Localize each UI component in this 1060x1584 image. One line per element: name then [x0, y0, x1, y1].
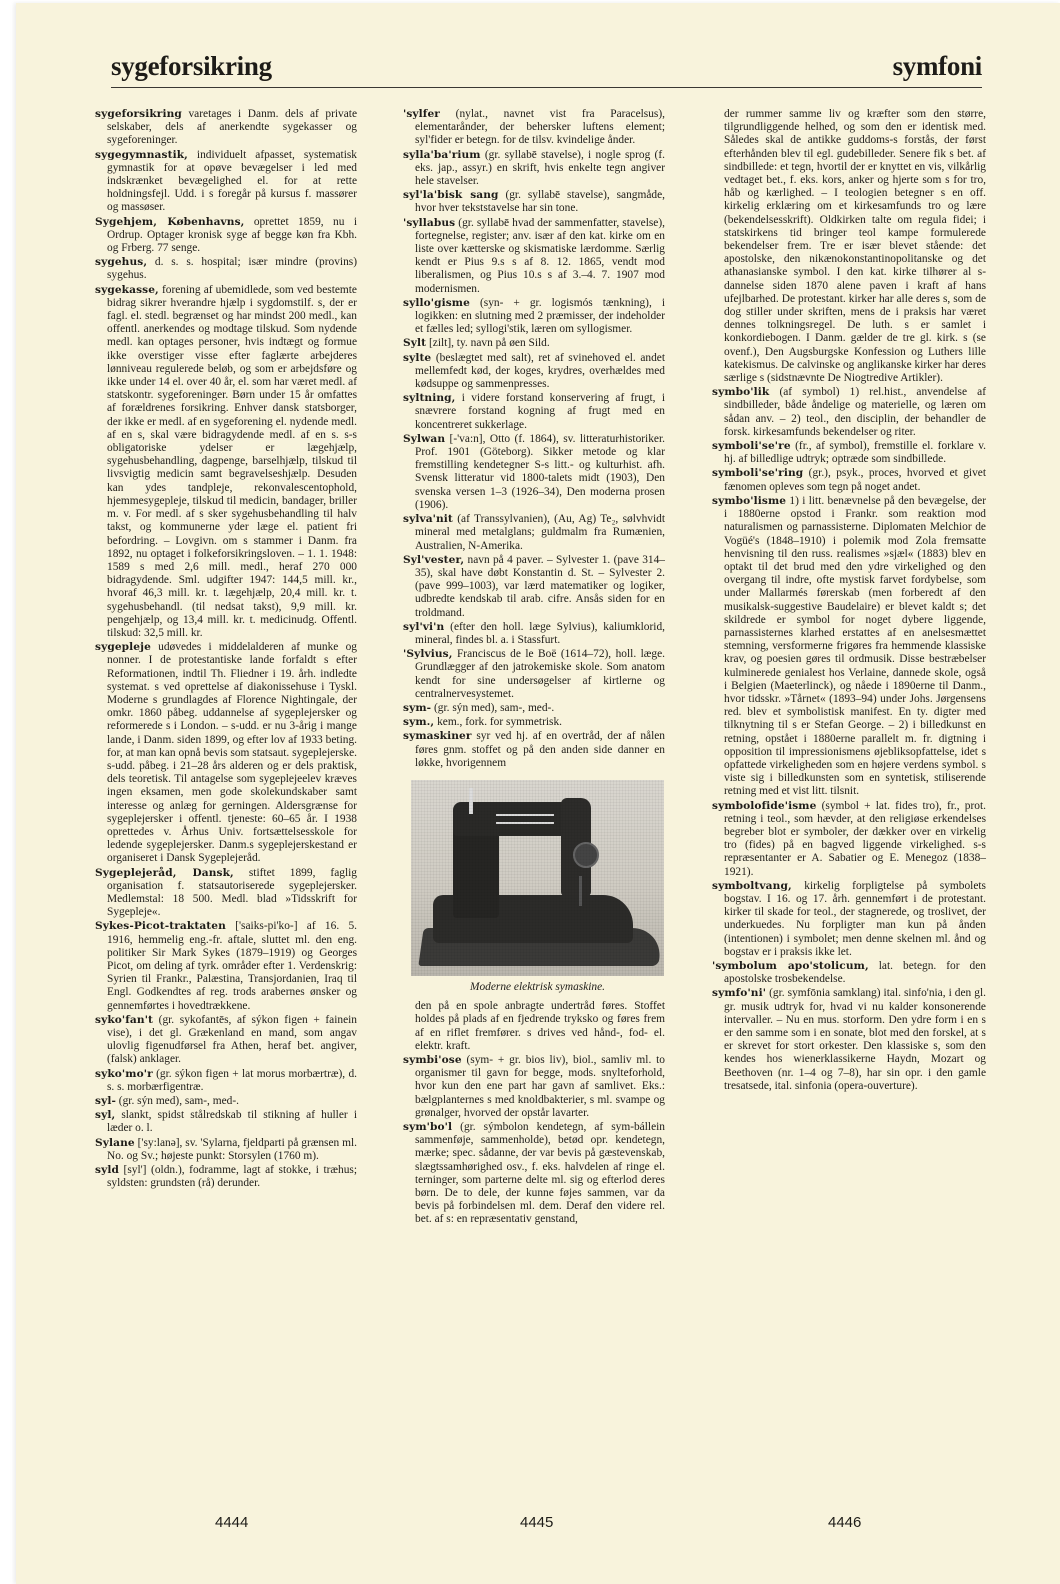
entry-definition: udøvedes i middelalderen af munke og nonner. I de protestantiske lande forfaldt s efter Reformationen, indtil Th. Fliedner i 19. årh. indledte systemat. s ved oprettelse af diakonissehuse i Tyskl. Moderne s grundlagdes af Florence Nightingale, der omkr. 1860 påbeg. uddannelse af sygeplejersker og reformerede s i London. – s-udd. er nu 3-årig i mange lande, i Danm. siden 1899, og efter lov af 1933 beting. for, at man kan opnå bevis som statsaut. sygeplejerske. s-udd. påbeg. i 21–28 års alderen og er dels praktisk, dels teoretisk. Til antagelse som sygeplejeelev kræves ingen eksamen, men gode skolekundskaber samt interesse og anlæg for gerningen. Aldersgrænse for sygeplejersker i offentl. tjeneste: 60–65 år. I 1938 oprettedes v. Århus Univ. fortsættelsesskole for ledende sygeplejersker. Danm.s sygeplejerskestand er organiseret i Dansk Sygeplejeråd.: [107, 641, 357, 865]
entry-headword: Sygeplejeråd, Dansk,: [95, 866, 234, 879]
entry-headword: Sylane: [95, 1136, 135, 1149]
dictionary-entry: [712, 386, 986, 439]
entry-headword: sym-: [403, 701, 432, 714]
column-2-entries-after-figure: [403, 1000, 665, 1226]
entry-definition: [-'va:n], Otto (f. 1864), sv. litteraturhistoriker. Prof. 1901 (Göteborg). Sikker metode og klar fremstilling kendetegner S-s litt.- og kulturhist. afh. Svensk litteratur vid 1800-talets midt (1903), Den svenska versen 1–3 (1926–34), Den moderna prosen (1906).: [415, 432, 665, 511]
entry-definition: individuelt afpasset, systematisk gymnastik for at opøve bevægelser i led med indskrænket bevægelighed el. for at rette holdningsfejl. Udd. i s foregår på kursus f. massører og massøser.: [107, 148, 357, 214]
dictionary-entry: [403, 217, 665, 296]
entry-definition: (syn- + gr. logismós tænkning), i logikken: en slutning med 2 præmisser, der indeholder et fælles led; syllogi'stik, læren om syllogismer.: [415, 296, 665, 336]
dictionary-entry: [95, 867, 357, 920]
dictionary-entry: [712, 800, 986, 879]
running-head-last-entry: symfoni: [892, 51, 982, 81]
dictionary-entry: [403, 352, 665, 392]
entry-definition: kem., fork. for symmetrisk.: [434, 716, 563, 729]
entry-headword: symboli'se'ring: [712, 467, 804, 480]
entry-headword: syllo'gisme: [403, 296, 470, 309]
sewing-machine-figure: [411, 780, 664, 994]
entry-definition: (fr., af symbol), fremstille el. forklare v. hj. af billedlige udtryk; optræde som sindbillede.: [724, 440, 986, 466]
entry-headword: Sylwan: [403, 432, 446, 445]
dictionary-entry: [712, 440, 986, 466]
entry-headword: symbi'ose: [403, 1053, 462, 1066]
entry-headword: syko'mo'r: [95, 1067, 153, 1080]
dictionary-entry: [403, 554, 665, 620]
dictionary-entry: [712, 960, 986, 986]
entry-definition: den på en spole anbragte undertråd føres. Stoffet holdes på plads af en fjedrende tryksko og føres frem af en riflet fremfører. s drives ved hånd-, fod- el. elektr. kraft.: [415, 1000, 665, 1052]
dictionary-entry: [712, 108, 986, 385]
entry-definition: (nylat., navnet vist fra Paracelsus), elementarånder, der behersker luftens element; syl'fider er betegn. for de tilsv. kvindelige ånder.: [415, 108, 665, 147]
entry-definition: 1) i litt. benævnelse på den bevægelse, der i 1880erne opstod i Frankr. som reaktion mod naturalismen og parnassisterne. Diplomaten Melchior de Vogüé's (1848–1910) i polemik mod Zola fremsatte henvisning til den russ. realismes »sjæl« (1883) blev en optakt til det brud med den ydre virkelighed og den overgang til indre, ofte mystisk farvet fordybelse, som under Mallarmés førerskab (men forberedt af den musikalsk-suggestive Baudelaire) er blevet kaldt s; det skildrede er symbol for noget dybere liggende, parnassisternes klarhed erstattes af en anelsesmættet stemning, versformerne frigøres fra hemmende klassiske krav, og poesien gøres til ordmusik. Disse bestræbelser kulminerede genialest hos Verlaine, dannede skole, også i Belgien (Maeterlinck), og nåede i 1890erne til Danm., hvor tidsskr. »Tårnet« (1893–94) under Johs. Jørgensens red. blev et symbolistisk manifest. En ty. digter med tilknytning til s er Stefan George. – 2) i billedkunst en retning, opstået i 1880erne parallelt m. fr. digtning i opposition til impressionismens øjebliksopfattelse, idet s opfattede virkeligheden som en højere verdens symbol. s viste sig i billedkunsten som en syntetisk, stiliserende retning med et vist litt. tilsnit.: [724, 494, 986, 798]
figure-caption: Moderne elektrisk symaskine.: [469, 980, 606, 993]
page-number-2: 4445: [520, 1514, 554, 1531]
entry-definition: (beslægtet med salt), ret af svinehoved el. andet mellemfedt kød, der koges, krydres, overhældes med kødsuppe og sammenpresses.: [415, 351, 665, 391]
entry-definition: (gr.), psyk., proces, hvorved et givet fænomen opleves som tegn på noget andet.: [724, 467, 986, 493]
entry-definition: kirkelig forpligtelse på symbolets bogstav. I 16. og 17. årh. gennemført i de protestant. kirker til skade for teol., der stagnerede, og troslivet, der underkuedes. Nu forpligter man kun på ånden (intentionen) i symbolet; men denne skelnen ml. ånd og bogstav er i praksis ikke let.: [724, 879, 986, 958]
dictionary-entry: [403, 189, 665, 215]
dictionary-entry: [95, 1109, 357, 1135]
dictionary-entry: [403, 433, 665, 512]
entry-definition: [syl'] (oldn.), fodramme, lagt af stokke, i træhus; syldsten: grundsten (rå) derunder.: [107, 1164, 357, 1190]
entry-definition: syr ved hj. af en overtråd, der af nålen føres gnm. stoffet og på den anden side danner en løkke, hvorigennem: [415, 730, 665, 769]
entry-definition: (af symbol) 1) rel.hist., anvendelse af sindbilleder, både åndelige og materielle, og læren om sådan anv. – 2) teol., den disciplin, der behandler de forsk. kirkesamfunds bekendelser og riter.: [724, 386, 986, 438]
entry-definition: d. s. s. hospital; især mindre (provins) sygehus.: [107, 256, 357, 282]
dictionary-entry: [403, 621, 665, 647]
dictionary-entry: [95, 1095, 357, 1108]
dictionary-entry: [403, 1000, 665, 1053]
dictionary-entry: [403, 149, 665, 189]
entry-definition: forening af ubemidlede, som ved bestemte bidrag sikrer hverandre hjælp i sygdomstilf. s, der er fagl. el. stedl. begrænset og har mindst 200 medl., kan offentl. anerkendes og modtage tilskud. Som nydende medl. kan optages personer, hvis indtægt og formue ikke overstiger visse efter faglærte arbejderes lønniveau regulerede beløb, og som er arbejdsføre og ikke under 14 el. over 40 år, el. som har været medl. af statskontr. sygeforeninger. Børn under 15 år omfattes af forældrenes forsikring. Enhver dansk statsborger, der ikke er medl. af en sygeforening el. nydende medl. af en s, skal være bidragydende medl. af en s. s-s obligatoriske ydelser er lægehjælp, sygehusbehandling, dagpenge, barselhjælp, tilskud til livsvigtig medicin samt begravelseshjælp. Desuden kan ydes tandpleje, rekonvalescentophold, hjemmesygepleje, tilskud til medicin, bandager, briller m. v. For medl. af s sker sygehusbehandling til halv takst, og kommunerne yder læge el. patient fri befordring. – Lovgivn. om s stammer i Danm. fra 1892, nu optaget i folkeforsikringsloven. – 1. 1. 1948: 1589 s med 2,6 mill. medl., heraf 270 000 bidragydende. Sml. udgifter 1947: 144,5 mill. kr., hvoraf 46,3 mill. kr. t. lægehjælp, 20,4 mill. kr. t. sygehusbehandl. (til nedsat takst), 9,9 mill. kr. pengehjælp, og 13,4 mill. kr. t. medicinudg. Offentl. tilskud: 32,5 mill. kr.: [107, 283, 357, 639]
entry-headword: symbo'lik: [712, 386, 770, 399]
entry-definition: slankt, spidst stålredskab til stikning af huller i læder o. l.: [107, 1109, 357, 1135]
sewing-machine-photo: [411, 780, 664, 976]
dictionary-entry: [712, 467, 986, 493]
dictionary-entry: [95, 920, 357, 1012]
entry-definition: [zilt], ty. navn på øen Sild.: [426, 337, 550, 350]
dictionary-entry: [95, 641, 357, 865]
dictionary-entry: [403, 1054, 665, 1120]
entry-definition: (sym- + gr. bios liv), biol., samliv ml. to organismer til gavn for begge, mods. snylteforhold, hvor kun den ene part har gavn af samlivet. Eks.: bælgplanternes s med knoldbakterier, s ml. svampe og grønalger, hvorved der opstår lavarter.: [415, 1053, 665, 1119]
entry-headword: syl,: [95, 1109, 116, 1122]
entry-definition: der rummer samme liv og kræfter som den større, tilgrundliggende helhed, og som den er identisk med. Således skal de antikke guddoms-s forstås, der først efterhånden blev til egl. gudebilleder. Senere fik s bet. af sindbillede: et tegn, hvortil der er knyttet en vis, vilkårlig vedtaget bet., f. eks. kors, anker og hjerte som s for tro, håb og kærlighed. – I teologien betegner s en off. kirkelig erklæring om et kirkesamfunds tro og lære (bekendelsesskrift). Oldkirken talte om regula fidei; i statskirkens tid bringer teol kampe formulerede bekendelser frem. Tre er især blevet stående: det apostolske, den nikænokonstantinopolitanske og det athanasianske symbol. I den kat. kirke tilhører al s-dannelse siden 1870 alene paven i kraft af hans ufejlbarhed. De protestant. kirker har alle deres s, som de dog stiller under skriften, mens de i praksis har været dennes tolkningsregel. De luth. s er samlet i konkordiebogen. I Danm. gælder de tre gl. kirk. s (se ovenf.), Den Augsburgske Konfession og Luthers lille katekismus. De calvinske og anglikanske kirker har deres særlige s (sidstnævnte De Niogtredive Artikler).: [724, 108, 986, 385]
entry-definition: Franciscus de le Boë (1614–72), holl. læge. Grundlægger af den jatrokemiske skole. Som anatom kendt for sine undersøgelser af kirtlerne og centralnervesystemet.: [415, 648, 665, 700]
entry-definition: i videre forstand konservering af frugt, i snævrere forstand kogning af frugt med en koncentreret sukkerlage.: [415, 392, 665, 431]
entry-definition: (gr. sýn med), sam-, med-.: [431, 701, 555, 714]
entry-definition: (gr. sýkon figen + lat morus morbærtræ), d. s. s. morbærfigentræ.: [107, 1067, 357, 1093]
dictionary-entry: [403, 648, 665, 701]
entry-headword: syl'la'bisk sang: [403, 189, 499, 202]
dictionary-entry: [403, 702, 665, 715]
entry-headword: sym'bo'l: [403, 1120, 453, 1133]
entry-headword: symboltvang,: [712, 879, 792, 892]
entry-headword: sylla'ba'rium: [403, 148, 481, 161]
dictionary-entry: [95, 108, 357, 148]
running-head-first-entry: sygeforsikring: [111, 51, 272, 81]
dictionary-entry: [95, 1137, 357, 1163]
entry-headword: sygeforsikring: [95, 108, 182, 120]
entry-headword: symaskiner: [403, 730, 472, 743]
entry-definition: varetages i Danm. dels af private selskaber, dels af anerkendte sygekasser og sygeforeninger.: [107, 108, 357, 147]
entry-definition: ['sy:lanə], sv. 'Sylarna, fjeldparti på grænsen ml. No. og Sv.; højeste punkt: Storsylen (1760 m).: [107, 1136, 357, 1162]
entry-headword: sygepleje: [95, 641, 151, 654]
entry-headword: 'symbolum apo'stolicum,: [712, 960, 869, 972]
dictionary-entry: [403, 1121, 665, 1227]
dictionary-entry: [403, 297, 665, 337]
column-1: [95, 108, 357, 1191]
entry-headword: Syl'vester,: [403, 553, 465, 566]
entry-headword: syld: [95, 1164, 119, 1177]
entry-headword: sylva'nit: [403, 513, 453, 526]
entry-headword: symbolofide'isme: [712, 799, 817, 812]
entry-headword: syltning,: [403, 392, 456, 405]
entry-headword: sygehus,: [95, 256, 148, 269]
dictionary-entry: [95, 1068, 357, 1094]
entry-headword: syl-: [95, 1095, 116, 1108]
column-3: [712, 108, 986, 1094]
entry-headword: 'syllabus: [403, 216, 456, 229]
entry-definition: navn på 4 paver. – Sylvester 1. (pave 314–35), skal have døbt Konstantin d. St. – Sylvester 2. (pave 999–1003), var lærd matematiker og logiker, udbredte kendskab til arab. cifre. Ansås siden for en troldmand.: [415, 553, 665, 619]
entry-definition: (af Transsylvanien), (Au, Ag) Te₂, sølvhvidt mineral med metalglans; guldmalm fra Rumænien, Australien, N-Amerika.: [415, 513, 665, 552]
entry-headword: sygegymnastik,: [95, 148, 188, 161]
dictionary-entry: [95, 284, 357, 640]
entry-headword: symbo'lisme: [712, 494, 787, 507]
dictionary-entry: [95, 216, 357, 256]
entry-headword: 'Sylvius,: [403, 648, 453, 661]
entry-definition: (gr. sýn med), sam-, med-.: [115, 1095, 240, 1108]
dictionary-entry: [95, 1014, 357, 1067]
column-2-entries: [403, 108, 665, 770]
entry-headword: Sylt: [403, 337, 427, 350]
entry-definition: (symbol + lat. fides tro), fr., prot. retning i teol., som hævder, at den religiøse erkendelses begreber blot er symboler, der dækker over en virkelig tro (fides) på en bagved liggende virkelighed. s-s repræsentanter er A. Sabatier og E. Menegoz (1838–1921).: [724, 799, 986, 878]
entry-headword: sylte: [403, 351, 432, 364]
entry-headword: syl'vi'n: [403, 620, 445, 633]
dictionary-entry: [712, 880, 986, 959]
dictionary-entry: [712, 987, 986, 1093]
entry-headword: Sygehjem, Københavns,: [95, 215, 245, 228]
column-2: [403, 108, 665, 1228]
entry-definition: (gr. symfōnia samklang) ital. sinfo'nia, i den gl. gr. musik udtryk for, hvad vi nu kalder konsonerende intervaller. – Nu en mus. storform. Den ydre form i en s er den samme som i en sonate, blot med den forskel, at s er skrevet for stort orkester. Den klassiske s, som den kendes hos wienerklassikerne Haydn, Mozart og Beethoven (nr. 1–4 og 7–8), har sin opr. i den gamle tresatsede, ital. sinfonia (opera-ouverture).: [724, 987, 986, 1092]
entry-definition: (gr. sýmbolon kendetegn, af sym-bállein sammenføje, sammenholde), betød opr. kendetegn, mærke; spec. sådanne, der var bevis på gæstevenskab, slægtssamhørighed osv., f. eks. halvdelen af ringe el. terninger, som parterne delte ml. sig og efterlod deres børn. De to dele, der kunne føjes sammen, var da bevis på forbindelsen ml. dem. Deraf den videre rel. bet. af s: en repræsentativ genstand,: [415, 1120, 665, 1226]
entry-definition: lat. betegn. for den apostolske trosbekendelse.: [724, 960, 986, 986]
dictionary-entry: [95, 1164, 357, 1190]
page-number-3: 4446: [828, 1514, 862, 1531]
dictionary-entry: [403, 730, 665, 770]
entry-definition: (gr. syllabē stavelse), sangmåde, hvor hver tekststavelse har sin tone.: [415, 189, 666, 215]
entry-headword: symfo'ni': [712, 987, 767, 1000]
entry-definition: (efter den holl. læge Sylvius), kaliumklorid, mineral, findes bl. a. i Stassfurt.: [415, 620, 665, 646]
entry-headword: symboli'se're: [712, 440, 791, 453]
dictionary-entry: [403, 108, 665, 148]
entry-headword: Sykes-Picot-traktaten: [95, 920, 226, 933]
entry-definition: (gr. syllabē stavelse), i nogle sprog (f. eks. jap., assyr.) en skrift, hvis enkelte tegn angiver hele stavelser.: [415, 148, 665, 188]
entry-definition: oprettet 1859, nu i Ordrup. Optager kronisk syge af begge køn fra Kbh. og Frberg. 77 senge.: [107, 215, 357, 255]
dictionary-entry: [95, 256, 357, 282]
dictionary-entry: [403, 716, 665, 729]
dictionary-entry: [95, 149, 357, 215]
entry-definition: (gr. sykofantēs, af sýkon figen + fainein vise), i det gl. Grækenland en mand, som angav ulovlig figenudførsel fra Athen, heraf bet. angiver, (falsk) anklager.: [107, 1013, 357, 1066]
entry-headword: sygekasse,: [95, 283, 159, 296]
dictionary-entry: [712, 495, 986, 799]
running-head: [111, 51, 982, 88]
dictionary-entry: [403, 513, 665, 553]
entry-definition: stiftet 1899, faglig organisation f. statsautoriserede sygeplejersker. Medlemstal: 18 500. Medl. blad »Tidsskrift for Sygepleje«.: [107, 866, 357, 919]
dictionary-entry: [403, 337, 665, 350]
entry-definition: (gr. syllabē hvad der sammenfatter, stavelse), fortegnelse, register; anv. især af den kat. kirke om en liste over kætterske og skismatiske lærdomme. Særlig kendt er Pius 9.s s af 8. 12. 1865, vendt mod liberalismen, og Pius 10.s s af 3.–4. 7. 1907 mod modernismen.: [415, 216, 665, 295]
entry-definition: ['saiks-pi'ko-] af 16. 5. 1916, hemmelig eng.-fr. aftale, sluttet ml. den eng. politiker Sir Mark Sykes (1879–1919) og Georges Picot, om deling af tyrk. områder efter 1. Verdenskrig: Syrien til Frankr., Palæstina, Transjordanien, Iraq til Engl. Godkendtes af reg. trods arabernes ønsker og gennemførtes i hovedtrækkene.: [107, 920, 357, 1012]
entry-headword: syko'fan't: [95, 1013, 154, 1026]
entry-headword: 'sylfer: [403, 108, 440, 120]
dictionary-entry: [403, 392, 665, 432]
page-number-1: 4444: [215, 1514, 249, 1531]
entry-headword: sym.,: [403, 716, 435, 729]
